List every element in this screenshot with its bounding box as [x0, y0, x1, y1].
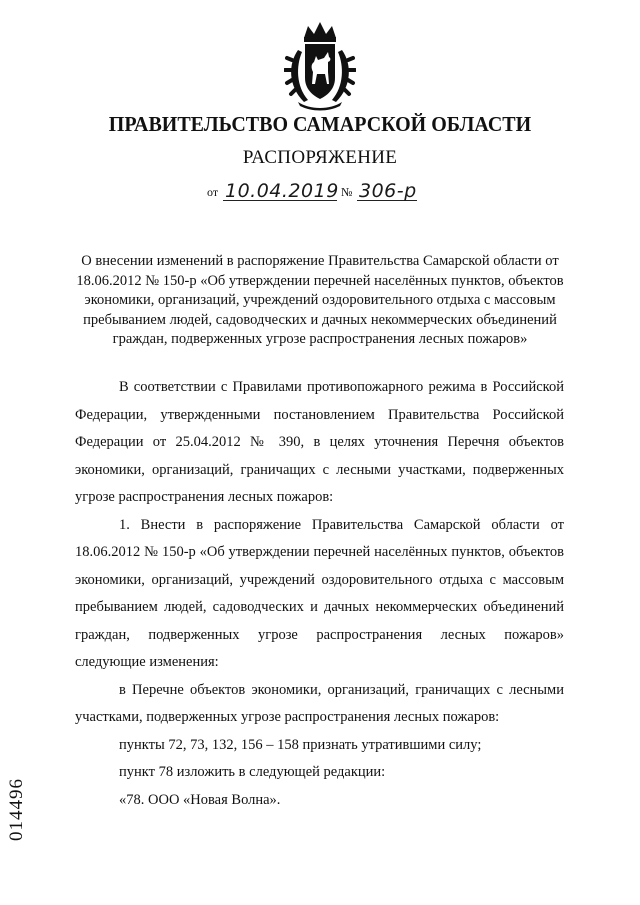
document-type: РАСПОРЯЖЕНИЕ — [242, 147, 398, 168]
number-prefix: № — [341, 185, 353, 199]
document-body — [75, 374, 564, 814]
paragraph-repeal: пункты 72, 73, 132, 156 – 158 признать утратившими силу; — [119, 736, 482, 753]
document-heading: О внесении изменений в распоряжение Правительства Самарской области от 18.06.2012 № 150-р «Об утверждении перечней населённых пунктов, объектов экономики, организаций, учреждений оздоровительного отдыха с массовым пребыванием людей, садоводческих и дачных некоммерческих объединений граждан, подверженных угрозе распространения лесных пожаров» — [76, 253, 564, 347]
number-handwritten: 306-р — [359, 180, 417, 202]
date-prefix: от — [207, 185, 219, 199]
paragraph-item-1: 1. Внести в распоряжение Правительства Самарской области от 18.06.2012 № 150-р «Об утверждении перечней населённых пунктов, объектов экономики, организаций, учреждений оздоровительного отдыха с массовым пребыванием людей, садоводческих и дачных некоммерческих объединений граждан, подверженных угрозе распространения лесных пожаров» следующие изменения: — [75, 516, 564, 670]
paragraph-amend: пункт 78 изложить в следующей редакции: — [119, 764, 386, 780]
paragraph-new-text: «78. ООО «Новая Волна». — [119, 791, 281, 808]
paragraph-preamble: В соответствии с Правилами противопожарного режима в Российской Федерации, утвержденными постановлением Правительства Российской Федерации от 25.04.2012 № 390, в целях уточнения Перечня объектов экономики, организаций, граничащих с лесными участками, подверженных угрозе распространения лесных пожаров: — [75, 379, 564, 505]
date-handwritten: 10.04.2019 — [225, 180, 339, 202]
government-title: ПРАВИТЕЛЬСТВО САМАРСКОЙ ОБЛАСТИ — [108, 112, 532, 136]
samara-coat-of-arms-icon — [284, 20, 356, 112]
date-number-line — [207, 176, 467, 204]
paragraph-list-intro: в Перечне объектов экономики, организаций, граничащих с лесными участками, подверженных угрозе распространения лесных пожаров: — [75, 681, 564, 725]
side-serial-number: 014496 — [6, 778, 27, 841]
